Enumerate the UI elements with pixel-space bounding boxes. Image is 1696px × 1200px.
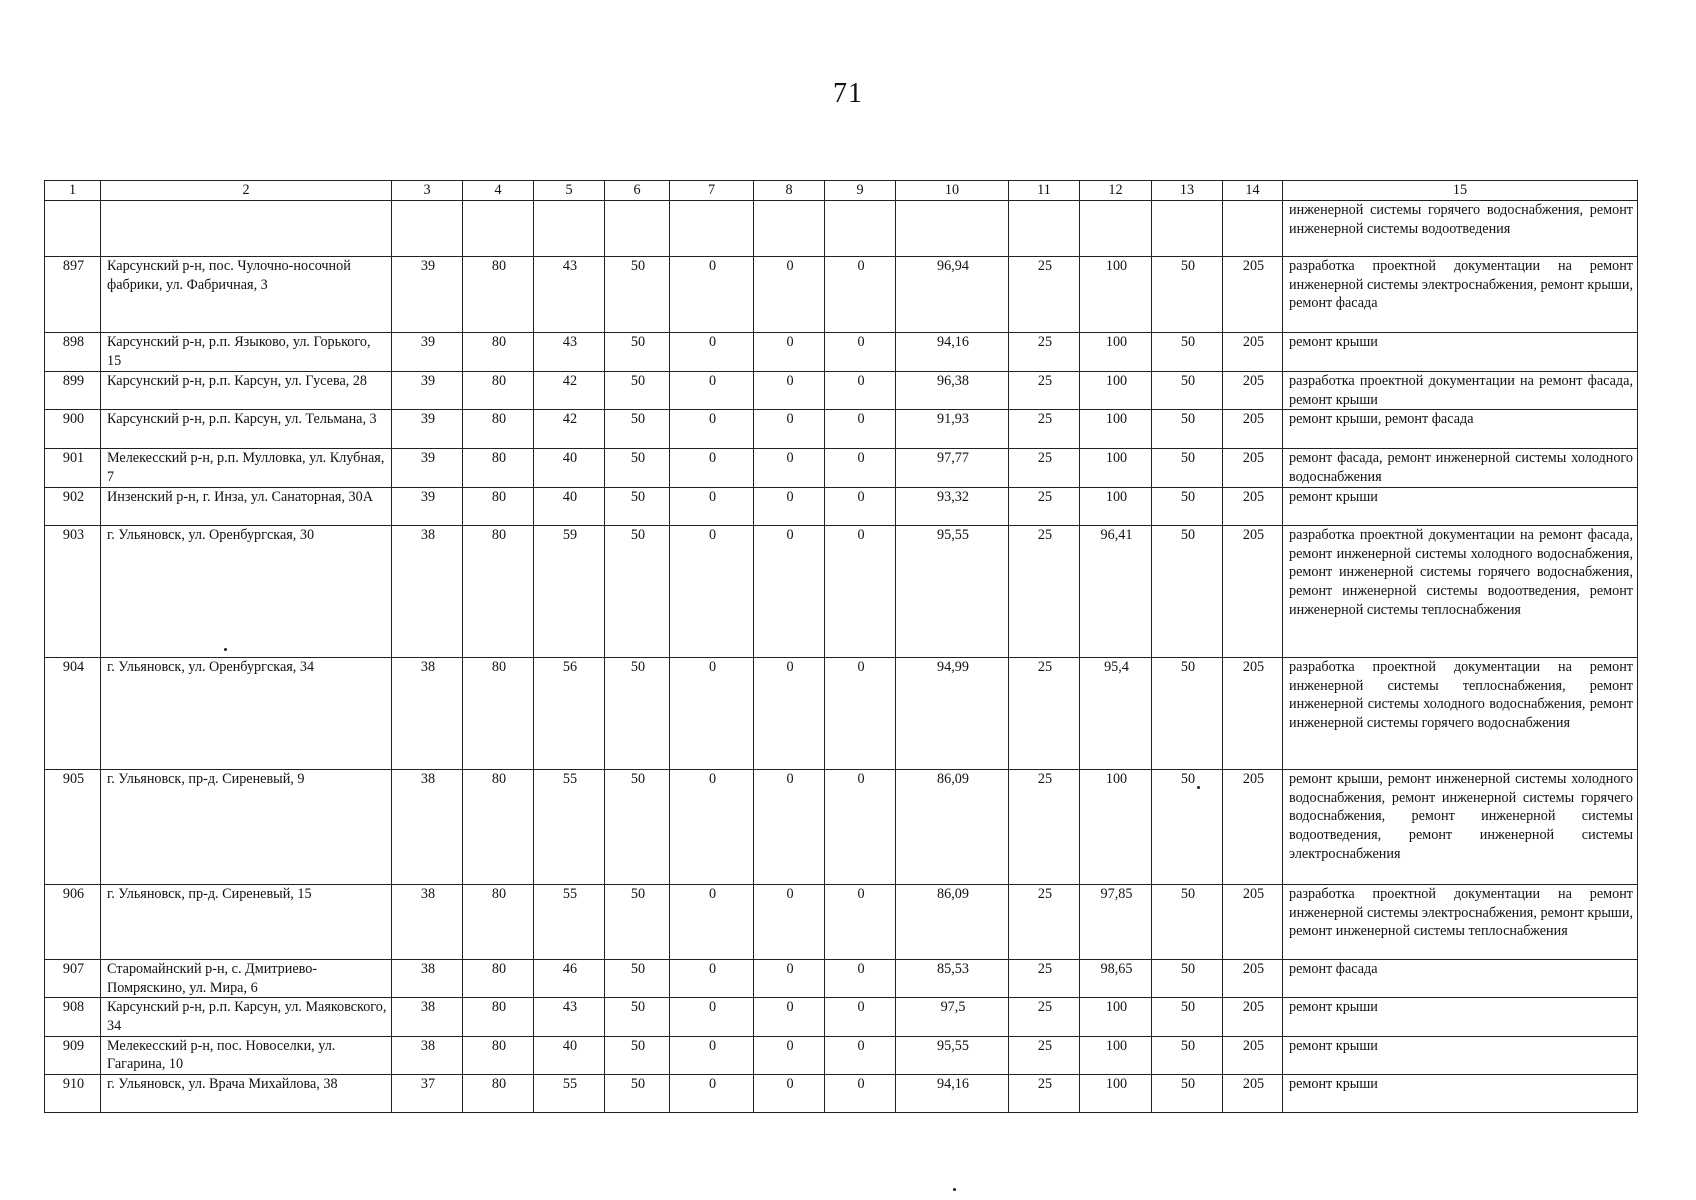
row-number: 905 (45, 770, 101, 885)
value-cell-c7: 0 (670, 770, 754, 885)
value-cell-c9: 0 (825, 998, 896, 1036)
value-cell-c12: 100 (1080, 998, 1152, 1036)
value-cell-c5: 43 (534, 998, 605, 1036)
row-number: 906 (45, 885, 101, 960)
value-cell-c7: 0 (670, 885, 754, 960)
table-row (45, 257, 1638, 333)
value-cell-c4: 80 (463, 960, 534, 998)
value-cell-c14: 205 (1223, 770, 1283, 885)
table-row (45, 998, 1638, 1036)
value-cell-c7: 0 (670, 960, 754, 998)
empty-cell (605, 201, 670, 257)
value-cell-c4: 80 (463, 410, 534, 449)
value-cell-c13: 50 (1152, 658, 1223, 770)
table-header (45, 181, 1638, 201)
value-cell-c3: 38 (392, 998, 463, 1036)
value-cell-c4: 80 (463, 257, 534, 333)
value-cell-c12: 100 (1080, 410, 1152, 449)
value-cell-c6: 50 (605, 658, 670, 770)
value-cell-c3: 39 (392, 333, 463, 372)
value-cell-c5: 46 (534, 960, 605, 998)
value-cell-c11: 25 (1009, 885, 1080, 960)
value-cell-c11: 25 (1009, 488, 1080, 526)
value-cell-c3: 38 (392, 885, 463, 960)
value-cell-c13: 50 (1152, 372, 1223, 410)
value-cell-c10: 94,16 (896, 1074, 1009, 1112)
address-cell: Старомайнский р-н, с. Дмитриево-Помряскино, ул. Мира, 6 (101, 960, 392, 998)
value-cell-c14: 205 (1223, 885, 1283, 960)
value-cell-c4: 80 (463, 488, 534, 526)
column-header: 2 (101, 181, 392, 201)
value-cell-c6: 50 (605, 770, 670, 885)
value-cell-c4: 80 (463, 770, 534, 885)
value-cell-c3: 38 (392, 658, 463, 770)
value-cell-c13: 50 (1152, 960, 1223, 998)
register-table-wrapper (44, 180, 1637, 1113)
work-description: разработка проектной документации на ремонт инженерной системы теплоснабжения, ремонт инженерной системы холодного водоснабжения, ремонт инженерной системы горячего водоснабжения (1283, 658, 1638, 770)
value-cell-c4: 80 (463, 333, 534, 372)
value-cell-c14: 205 (1223, 449, 1283, 488)
row-number: 909 (45, 1036, 101, 1074)
value-cell-c14: 205 (1223, 488, 1283, 526)
value-cell-c14: 205 (1223, 410, 1283, 449)
empty-cell (101, 201, 392, 257)
empty-cell (670, 201, 754, 257)
value-cell-c4: 80 (463, 526, 534, 658)
value-cell-c7: 0 (670, 1074, 754, 1112)
value-cell-c3: 38 (392, 526, 463, 658)
value-cell-c13: 50 (1152, 488, 1223, 526)
column-header: 15 (1283, 181, 1638, 201)
value-cell-c9: 0 (825, 1074, 896, 1112)
value-cell-c13: 50 (1152, 1074, 1223, 1112)
empty-cell (896, 201, 1009, 257)
value-cell-c10: 91,93 (896, 410, 1009, 449)
column-header: 13 (1152, 181, 1223, 201)
table-row (45, 1036, 1638, 1074)
address-cell: Карсунский р-н, р.п. Карсун, ул. Тельмана, 3 (101, 410, 392, 449)
value-cell-c12: 100 (1080, 1074, 1152, 1112)
empty-cell (1152, 201, 1223, 257)
value-cell-c12: 100 (1080, 488, 1152, 526)
value-cell-c5: 40 (534, 449, 605, 488)
value-cell-c11: 25 (1009, 372, 1080, 410)
value-cell-c9: 0 (825, 449, 896, 488)
value-cell-c4: 80 (463, 885, 534, 960)
value-cell-c8: 0 (754, 770, 825, 885)
value-cell-c9: 0 (825, 1036, 896, 1074)
value-cell-c12: 97,85 (1080, 885, 1152, 960)
row-number: 904 (45, 658, 101, 770)
address-cell: Карсунский р-н, р.п. Карсун, ул. Гусева, 28 (101, 372, 392, 410)
value-cell-c10: 97,5 (896, 998, 1009, 1036)
value-cell-c8: 0 (754, 449, 825, 488)
work-description: ремонт фасада (1283, 960, 1638, 998)
value-cell-c12: 100 (1080, 372, 1152, 410)
value-cell-c10: 94,99 (896, 658, 1009, 770)
value-cell-c6: 50 (605, 410, 670, 449)
value-cell-c11: 25 (1009, 770, 1080, 885)
empty-cell (825, 201, 896, 257)
value-cell-c6: 50 (605, 526, 670, 658)
row-number: 899 (45, 372, 101, 410)
scan-speck (953, 1188, 956, 1191)
address-cell: Карсунский р-н, р.п. Языково, ул. Горького, 15 (101, 333, 392, 372)
value-cell-c11: 25 (1009, 449, 1080, 488)
value-cell-c11: 25 (1009, 333, 1080, 372)
value-cell-c11: 25 (1009, 998, 1080, 1036)
empty-cell (1009, 201, 1080, 257)
value-cell-c10: 93,32 (896, 488, 1009, 526)
value-cell-c14: 205 (1223, 658, 1283, 770)
value-cell-c6: 50 (605, 257, 670, 333)
value-cell-c4: 80 (463, 449, 534, 488)
value-cell-c6: 50 (605, 1036, 670, 1074)
value-cell-c9: 0 (825, 658, 896, 770)
value-cell-c9: 0 (825, 488, 896, 526)
value-cell-c7: 0 (670, 526, 754, 658)
value-cell-c8: 0 (754, 960, 825, 998)
address-cell: Карсунский р-н, р.п. Карсун, ул. Маяковского, 34 (101, 998, 392, 1036)
column-header: 1 (45, 181, 101, 201)
value-cell-c14: 205 (1223, 1074, 1283, 1112)
value-cell-c7: 0 (670, 257, 754, 333)
work-description: разработка проектной документации на ремонт инженерной системы электроснабжения, ремонт крыши, ремонт фасада (1283, 257, 1638, 333)
scan-speck (224, 648, 227, 651)
value-cell-c14: 205 (1223, 372, 1283, 410)
row-number: 898 (45, 333, 101, 372)
work-description: разработка проектной документации на ремонт фасада, ремонт инженерной системы холодного водоснабжения, ремонт инженерной системы горячего водоснабжения, ремонт инженерной системы водоотведения, ремонт инженерной системы теплоснабжения (1283, 526, 1638, 658)
value-cell-c6: 50 (605, 960, 670, 998)
value-cell-c3: 38 (392, 1036, 463, 1074)
column-header: 14 (1223, 181, 1283, 201)
value-cell-c6: 50 (605, 488, 670, 526)
value-cell-c7: 0 (670, 998, 754, 1036)
work-description: ремонт крыши (1283, 333, 1638, 372)
value-cell-c13: 50 (1152, 333, 1223, 372)
row-number: 900 (45, 410, 101, 449)
value-cell-c7: 0 (670, 333, 754, 372)
value-cell-c3: 39 (392, 449, 463, 488)
address-cell: г. Ульяновск, пр-д. Сиреневый, 9 (101, 770, 392, 885)
column-header: 7 (670, 181, 754, 201)
table-row (45, 960, 1638, 998)
row-number: 902 (45, 488, 101, 526)
scan-speck (1197, 786, 1200, 789)
column-header: 4 (463, 181, 534, 201)
table-row (45, 372, 1638, 410)
value-cell-c8: 0 (754, 885, 825, 960)
table-row (45, 410, 1638, 449)
value-cell-c4: 80 (463, 658, 534, 770)
value-cell-c7: 0 (670, 410, 754, 449)
value-cell-c8: 0 (754, 372, 825, 410)
value-cell-c6: 50 (605, 1074, 670, 1112)
value-cell-c9: 0 (825, 257, 896, 333)
value-cell-c9: 0 (825, 333, 896, 372)
column-header: 3 (392, 181, 463, 201)
value-cell-c13: 50 (1152, 526, 1223, 658)
value-cell-c12: 96,41 (1080, 526, 1152, 658)
value-cell-c6: 50 (605, 998, 670, 1036)
value-cell-c8: 0 (754, 333, 825, 372)
value-cell-c5: 55 (534, 1074, 605, 1112)
value-cell-c14: 205 (1223, 1036, 1283, 1074)
value-cell-c8: 0 (754, 526, 825, 658)
table-row (45, 1074, 1638, 1112)
table-row (45, 770, 1638, 885)
empty-cell (392, 201, 463, 257)
value-cell-c8: 0 (754, 1074, 825, 1112)
value-cell-c5: 56 (534, 658, 605, 770)
value-cell-c3: 39 (392, 410, 463, 449)
work-description: ремонт крыши, ремонт инженерной системы холодного водоснабжения, ремонт инженерной системы горячего водоснабжения, ремонт инженерной системы водоотведения, ремонт инженерной системы электроснабжения (1283, 770, 1638, 885)
value-cell-c5: 42 (534, 372, 605, 410)
value-cell-c10: 86,09 (896, 885, 1009, 960)
row-number: 901 (45, 449, 101, 488)
value-cell-c7: 0 (670, 1036, 754, 1074)
address-cell: Мелекесский р-н, р.п. Мулловка, ул. Клубная, 7 (101, 449, 392, 488)
page-number: 71 (833, 78, 863, 109)
value-cell-c12: 98,65 (1080, 960, 1152, 998)
value-cell-c5: 42 (534, 410, 605, 449)
table-row (45, 658, 1638, 770)
column-header: 11 (1009, 181, 1080, 201)
value-cell-c5: 43 (534, 257, 605, 333)
address-cell: Карсунский р-н, пос. Чулочно-носочной фабрики, ул. Фабричная, 3 (101, 257, 392, 333)
continuation-row (45, 201, 1638, 257)
value-cell-c8: 0 (754, 1036, 825, 1074)
value-cell-c4: 80 (463, 998, 534, 1036)
value-cell-c12: 100 (1080, 1036, 1152, 1074)
value-cell-c12: 100 (1080, 333, 1152, 372)
value-cell-c11: 25 (1009, 410, 1080, 449)
address-cell: г. Ульяновск, ул. Врача Михайлова, 38 (101, 1074, 392, 1112)
work-description: ремонт крыши (1283, 1036, 1638, 1074)
value-cell-c6: 50 (605, 885, 670, 960)
value-cell-c10: 95,55 (896, 526, 1009, 658)
work-description: ремонт фасада, ремонт инженерной системы холодного водоснабжения (1283, 449, 1638, 488)
row-number: 903 (45, 526, 101, 658)
empty-cell (534, 201, 605, 257)
row-number: 897 (45, 257, 101, 333)
value-cell-c11: 25 (1009, 1074, 1080, 1112)
table-row (45, 333, 1638, 372)
value-cell-c14: 205 (1223, 960, 1283, 998)
value-cell-c7: 0 (670, 449, 754, 488)
value-cell-c5: 55 (534, 885, 605, 960)
value-cell-c13: 50 (1152, 449, 1223, 488)
value-cell-c3: 39 (392, 488, 463, 526)
value-cell-c9: 0 (825, 770, 896, 885)
column-number-row (45, 181, 1638, 201)
value-cell-c8: 0 (754, 410, 825, 449)
value-cell-c4: 80 (463, 1036, 534, 1074)
empty-cell (463, 201, 534, 257)
table-body (45, 201, 1638, 1113)
column-header: 9 (825, 181, 896, 201)
value-cell-c11: 25 (1009, 526, 1080, 658)
work-description: ремонт крыши (1283, 998, 1638, 1036)
table-row (45, 526, 1638, 658)
value-cell-c9: 0 (825, 526, 896, 658)
column-header: 8 (754, 181, 825, 201)
value-cell-c13: 50 (1152, 998, 1223, 1036)
value-cell-c3: 38 (392, 770, 463, 885)
address-cell: Мелекесский р-н, пос. Новоселки, ул. Гагарина, 10 (101, 1036, 392, 1074)
value-cell-c7: 0 (670, 488, 754, 526)
value-cell-c14: 205 (1223, 333, 1283, 372)
value-cell-c5: 40 (534, 1036, 605, 1074)
value-cell-c12: 95,4 (1080, 658, 1152, 770)
value-cell-c10: 97,77 (896, 449, 1009, 488)
row-number: 907 (45, 960, 101, 998)
value-cell-c3: 37 (392, 1074, 463, 1112)
row-number: 908 (45, 998, 101, 1036)
value-cell-c11: 25 (1009, 1036, 1080, 1074)
value-cell-c5: 43 (534, 333, 605, 372)
work-description: ремонт крыши, ремонт фасада (1283, 410, 1638, 449)
empty-cell (1080, 201, 1152, 257)
value-cell-c5: 59 (534, 526, 605, 658)
table-row (45, 488, 1638, 526)
value-cell-c4: 80 (463, 372, 534, 410)
value-cell-c6: 50 (605, 333, 670, 372)
value-cell-c14: 205 (1223, 257, 1283, 333)
value-cell-c10: 86,09 (896, 770, 1009, 885)
value-cell-c11: 25 (1009, 257, 1080, 333)
value-cell-c9: 0 (825, 960, 896, 998)
empty-cell (1223, 201, 1283, 257)
value-cell-c5: 40 (534, 488, 605, 526)
value-cell-c13: 50 (1152, 770, 1223, 885)
value-cell-c12: 100 (1080, 257, 1152, 333)
work-description: разработка проектной документации на ремонт инженерной системы электроснабжения, ремонт крыши, ремонт инженерной системы теплоснабжения (1283, 885, 1638, 960)
value-cell-c8: 0 (754, 998, 825, 1036)
value-cell-c4: 80 (463, 1074, 534, 1112)
value-cell-c8: 0 (754, 257, 825, 333)
row-number: 910 (45, 1074, 101, 1112)
value-cell-c10: 96,94 (896, 257, 1009, 333)
value-cell-c11: 25 (1009, 658, 1080, 770)
value-cell-c10: 94,16 (896, 333, 1009, 372)
table-row (45, 449, 1638, 488)
column-header: 12 (1080, 181, 1152, 201)
work-description: разработка проектной документации на ремонт фасада, ремонт крыши (1283, 372, 1638, 410)
empty-cell (754, 201, 825, 257)
value-cell-c10: 85,53 (896, 960, 1009, 998)
value-cell-c3: 39 (392, 257, 463, 333)
table-row (45, 885, 1638, 960)
work-description: ремонт крыши (1283, 1074, 1638, 1112)
address-cell: г. Ульяновск, ул. Оренбургская, 34 (101, 658, 392, 770)
value-cell-c9: 0 (825, 372, 896, 410)
address-cell: Инзенский р-н, г. Инза, ул. Санаторная, 30А (101, 488, 392, 526)
value-cell-c6: 50 (605, 372, 670, 410)
column-header: 5 (534, 181, 605, 201)
value-cell-c7: 0 (670, 658, 754, 770)
address-cell: г. Ульяновск, пр-д. Сиреневый, 15 (101, 885, 392, 960)
value-cell-c8: 0 (754, 488, 825, 526)
address-cell: г. Ульяновск, ул. Оренбургская, 30 (101, 526, 392, 658)
value-cell-c14: 205 (1223, 998, 1283, 1036)
register-table (44, 180, 1638, 1113)
value-cell-c12: 100 (1080, 449, 1152, 488)
value-cell-c9: 0 (825, 885, 896, 960)
column-header: 6 (605, 181, 670, 201)
value-cell-c8: 0 (754, 658, 825, 770)
value-cell-c13: 50 (1152, 1036, 1223, 1074)
empty-cell (45, 201, 101, 257)
work-description: инженерной системы горячего водоснабжения, ремонт инженерной системы водоотведения (1283, 201, 1638, 257)
value-cell-c5: 55 (534, 770, 605, 885)
value-cell-c6: 50 (605, 449, 670, 488)
value-cell-c10: 96,38 (896, 372, 1009, 410)
value-cell-c3: 38 (392, 960, 463, 998)
value-cell-c13: 50 (1152, 257, 1223, 333)
column-header: 10 (896, 181, 1009, 201)
value-cell-c13: 50 (1152, 885, 1223, 960)
value-cell-c12: 100 (1080, 770, 1152, 885)
value-cell-c11: 25 (1009, 960, 1080, 998)
value-cell-c10: 95,55 (896, 1036, 1009, 1074)
value-cell-c14: 205 (1223, 526, 1283, 658)
value-cell-c7: 0 (670, 372, 754, 410)
work-description: ремонт крыши (1283, 488, 1638, 526)
value-cell-c9: 0 (825, 410, 896, 449)
value-cell-c13: 50 (1152, 410, 1223, 449)
value-cell-c3: 39 (392, 372, 463, 410)
